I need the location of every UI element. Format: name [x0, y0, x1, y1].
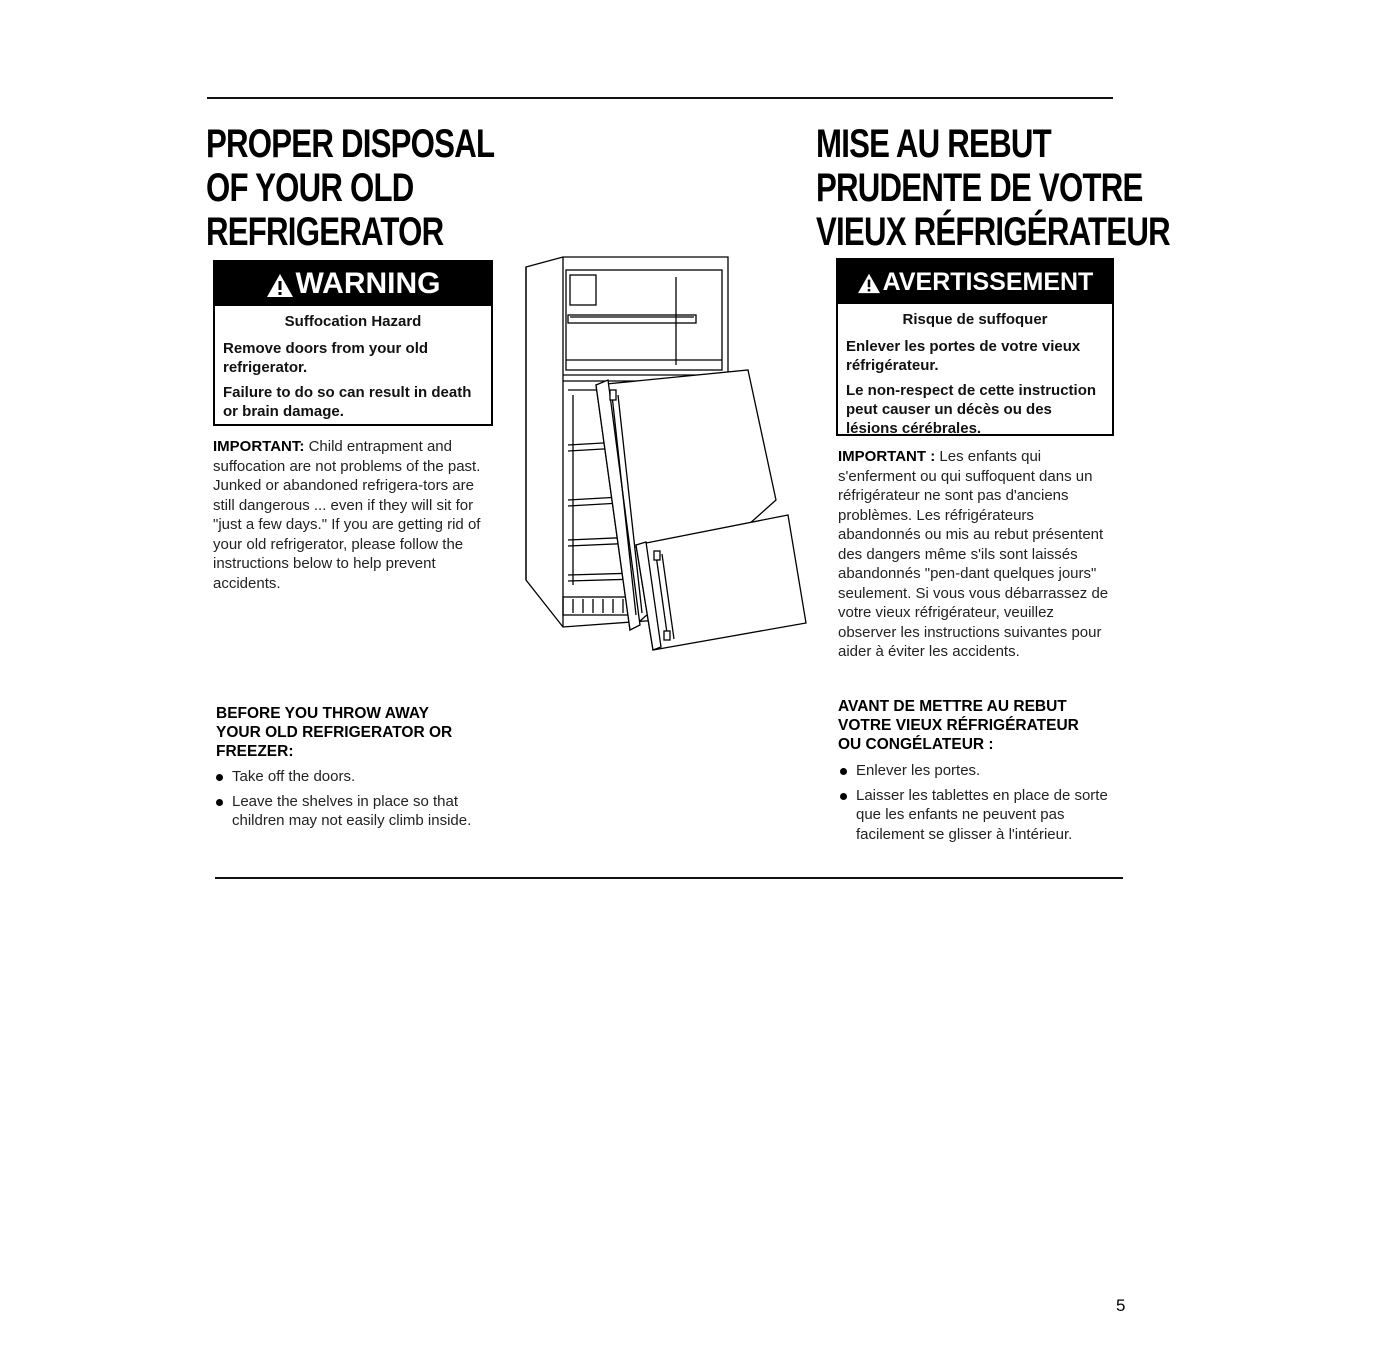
english-bullet-1: Take off the doors.: [232, 768, 356, 785]
list-item: [214, 792, 504, 831]
bullet-icon: [840, 768, 847, 775]
english-warning-line-2: Failure to do so can result in death or brain damage.: [223, 384, 472, 420]
bullet-icon: [216, 774, 223, 781]
french-warning-line-1: Enlever les portes de votre vieux réfrigérateur.: [846, 338, 1081, 374]
top-rule: [207, 97, 1113, 99]
french-bullet-list: [838, 761, 1108, 849]
refrigerator-illustration: [518, 255, 818, 655]
english-title-line-3: REFRIGERATOR: [206, 210, 444, 254]
page-number: 5: [1116, 1296, 1126, 1315]
french-important-label: IMPORTANT :: [838, 448, 936, 465]
french-warning-text: [838, 304, 1112, 452]
french-title: [816, 122, 1170, 254]
french-important-text: Les enfants qui s'enferment ou qui suffoquent dans un réfrigérateur ne sont pas d'anciens problèmes. Les réfrigérateurs abandonnés ou mis au rebut présentent des dangers même s'ils sont laissés abandonnés "pen-dant quelques jours" seulement. Si vous vous débarrassez de votre vieux réfrigérateur, veuillez observer les instructions suivantes pour aider à éviter les accidents.: [838, 448, 1109, 660]
warning-triangle-icon: [266, 272, 294, 298]
french-before-heading: AVANT DE METTRE AU REBUT VOTRE VIEUX RÉFRIGÉRATEUR OU CONGÉLATEUR :: [838, 698, 1079, 753]
english-warning-text: [215, 306, 491, 435]
english-important-paragraph: [213, 437, 499, 593]
english-title-line-1: PROPER DISPOSAL: [206, 122, 495, 166]
french-title-line-2: PRUDENTE DE VOTRE: [816, 166, 1143, 210]
french-title-line-1: MISE AU REBUT: [816, 122, 1051, 166]
list-item: [214, 767, 504, 787]
english-title: [206, 122, 494, 254]
english-warning-header: [215, 262, 491, 306]
english-bullet-list: [214, 767, 504, 836]
french-warning-hazard: Risque de suffoquer: [902, 311, 1048, 328]
list-item: [838, 761, 1108, 781]
english-bullet-2: Leave the shelves in place so that children may not easily climb inside.: [232, 792, 472, 829]
bottom-rule: [215, 877, 1123, 879]
french-important-paragraph: [838, 447, 1114, 662]
french-title-line-3: VIEUX RÉFRIGÉRATEUR: [816, 210, 1170, 254]
english-before-heading: BEFORE YOU THROW AWAY YOUR OLD REFRIGERATOR OR FREEZER:: [216, 705, 453, 760]
french-warning-box: [836, 258, 1114, 436]
french-warning-header: [838, 260, 1112, 304]
bullet-icon: [216, 799, 223, 806]
english-warning-box: [213, 260, 493, 426]
english-title-line-2: OF YOUR OLD: [206, 166, 414, 210]
french-bullet-1: Enlever les portes.: [856, 762, 981, 779]
list-item: [838, 786, 1108, 845]
french-warning-line-2: Le non-respect de cette instruction peut causer un décès ou des lésions cérébrales.: [846, 382, 1097, 437]
french-bullet-2: Laisser les tablettes en place de sorte que les enfants ne peuvent pas facilement se glisser à l'intérieur.: [856, 786, 1108, 843]
english-important-label: IMPORTANT:: [213, 438, 305, 455]
english-warning-line-1: Remove doors from your old refrigerator.: [223, 340, 429, 376]
french-warning-label: AVERTISSEMENT: [882, 268, 1094, 296]
english-important-text: Child entrapment and suffocation are not problems of the past. Junked or abandoned refrigera-tors are still dangerous ... even if they will sit for "just a few days." If you are getting rid of your old refrigerator, please follow the instructions below to help prevent accidents.: [213, 438, 481, 592]
warning-triangle-icon: [857, 272, 881, 294]
english-warning-hazard: Suffocation Hazard: [284, 313, 422, 330]
english-warning-label: WARNING: [295, 267, 441, 300]
bullet-icon: [840, 793, 847, 800]
